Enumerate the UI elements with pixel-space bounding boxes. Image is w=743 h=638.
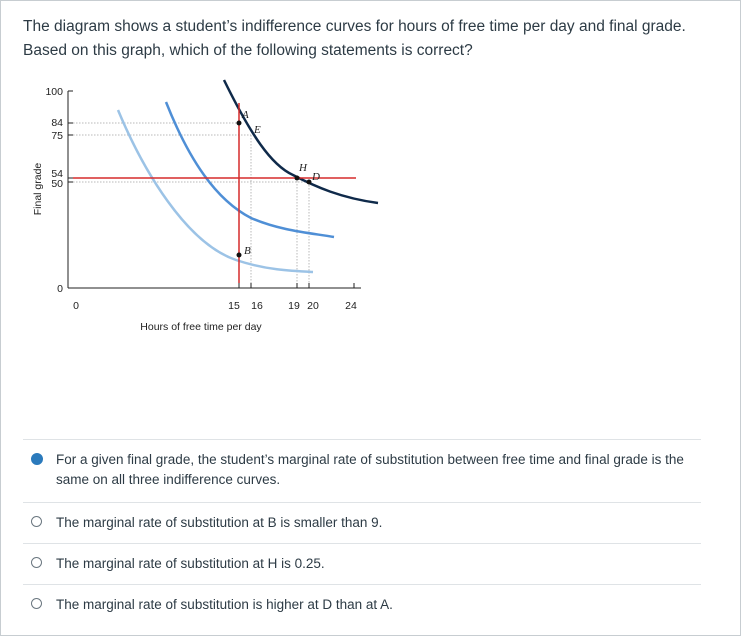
point-a-dot bbox=[237, 121, 242, 126]
answer-option-4[interactable] bbox=[23, 584, 701, 625]
guide-lines bbox=[73, 123, 309, 283]
x-tick-20: 20 bbox=[307, 300, 319, 312]
x-tick-19: 19 bbox=[288, 300, 300, 312]
answer-option-2-text: The marginal rate of substitution at B is smaller than 9. bbox=[56, 515, 383, 530]
x-ticks bbox=[73, 283, 357, 312]
point-b-dot bbox=[237, 253, 242, 258]
y-tick-50: 50 bbox=[51, 178, 63, 190]
answer-list bbox=[23, 439, 701, 625]
radio-icon[interactable] bbox=[31, 516, 42, 527]
answer-option-1-text: For a given final grade, the student’s marginal rate of substitution between free time and final grade is the same on all three indifference curves. bbox=[56, 452, 684, 487]
point-h-dot bbox=[295, 176, 300, 181]
x-tick-15: 15 bbox=[228, 300, 240, 312]
y-tick-0: 0 bbox=[57, 283, 63, 295]
y-tick-84: 84 bbox=[51, 117, 63, 129]
point-d-dot bbox=[307, 180, 312, 185]
y-axis-label: Final grade bbox=[32, 162, 44, 216]
indifference-curve-high bbox=[224, 80, 378, 203]
y-tick-75: 75 bbox=[51, 130, 63, 142]
answer-option-1[interactable] bbox=[23, 439, 701, 502]
answer-option-3[interactable] bbox=[23, 543, 701, 584]
point-a-label: A bbox=[242, 109, 249, 121]
point-e-label: E bbox=[254, 124, 261, 136]
point-d-label: D bbox=[312, 171, 320, 183]
y-ticks bbox=[45, 86, 73, 295]
x-axis-label: Hours of free time per day bbox=[140, 321, 262, 333]
x-tick-24: 24 bbox=[345, 300, 357, 312]
answer-option-4-text: The marginal rate of substitution is higher at D than at A. bbox=[56, 597, 393, 612]
x-tick-0: 0 bbox=[73, 300, 79, 312]
question-text: The diagram shows a student’s indifference curves for hours of free time per day and final grade. Based on this graph, which of the following statements is correct? bbox=[23, 18, 686, 59]
y-tick-54: 54 bbox=[51, 168, 63, 180]
x-tick-16: 16 bbox=[251, 300, 263, 312]
answer-option-3-text: The marginal rate of substitution at H is 0.25. bbox=[56, 556, 325, 571]
point-h-label: H bbox=[299, 162, 307, 174]
y-tick-100: 100 bbox=[45, 86, 63, 98]
point-b-label: B bbox=[244, 245, 251, 257]
radio-icon[interactable] bbox=[31, 557, 42, 568]
radio-icon[interactable] bbox=[31, 598, 42, 609]
indifference-curve-chart bbox=[21, 75, 381, 345]
indifference-curve-mid bbox=[166, 102, 334, 237]
answer-option-2[interactable] bbox=[23, 502, 701, 543]
radio-selected-icon[interactable] bbox=[31, 453, 43, 465]
